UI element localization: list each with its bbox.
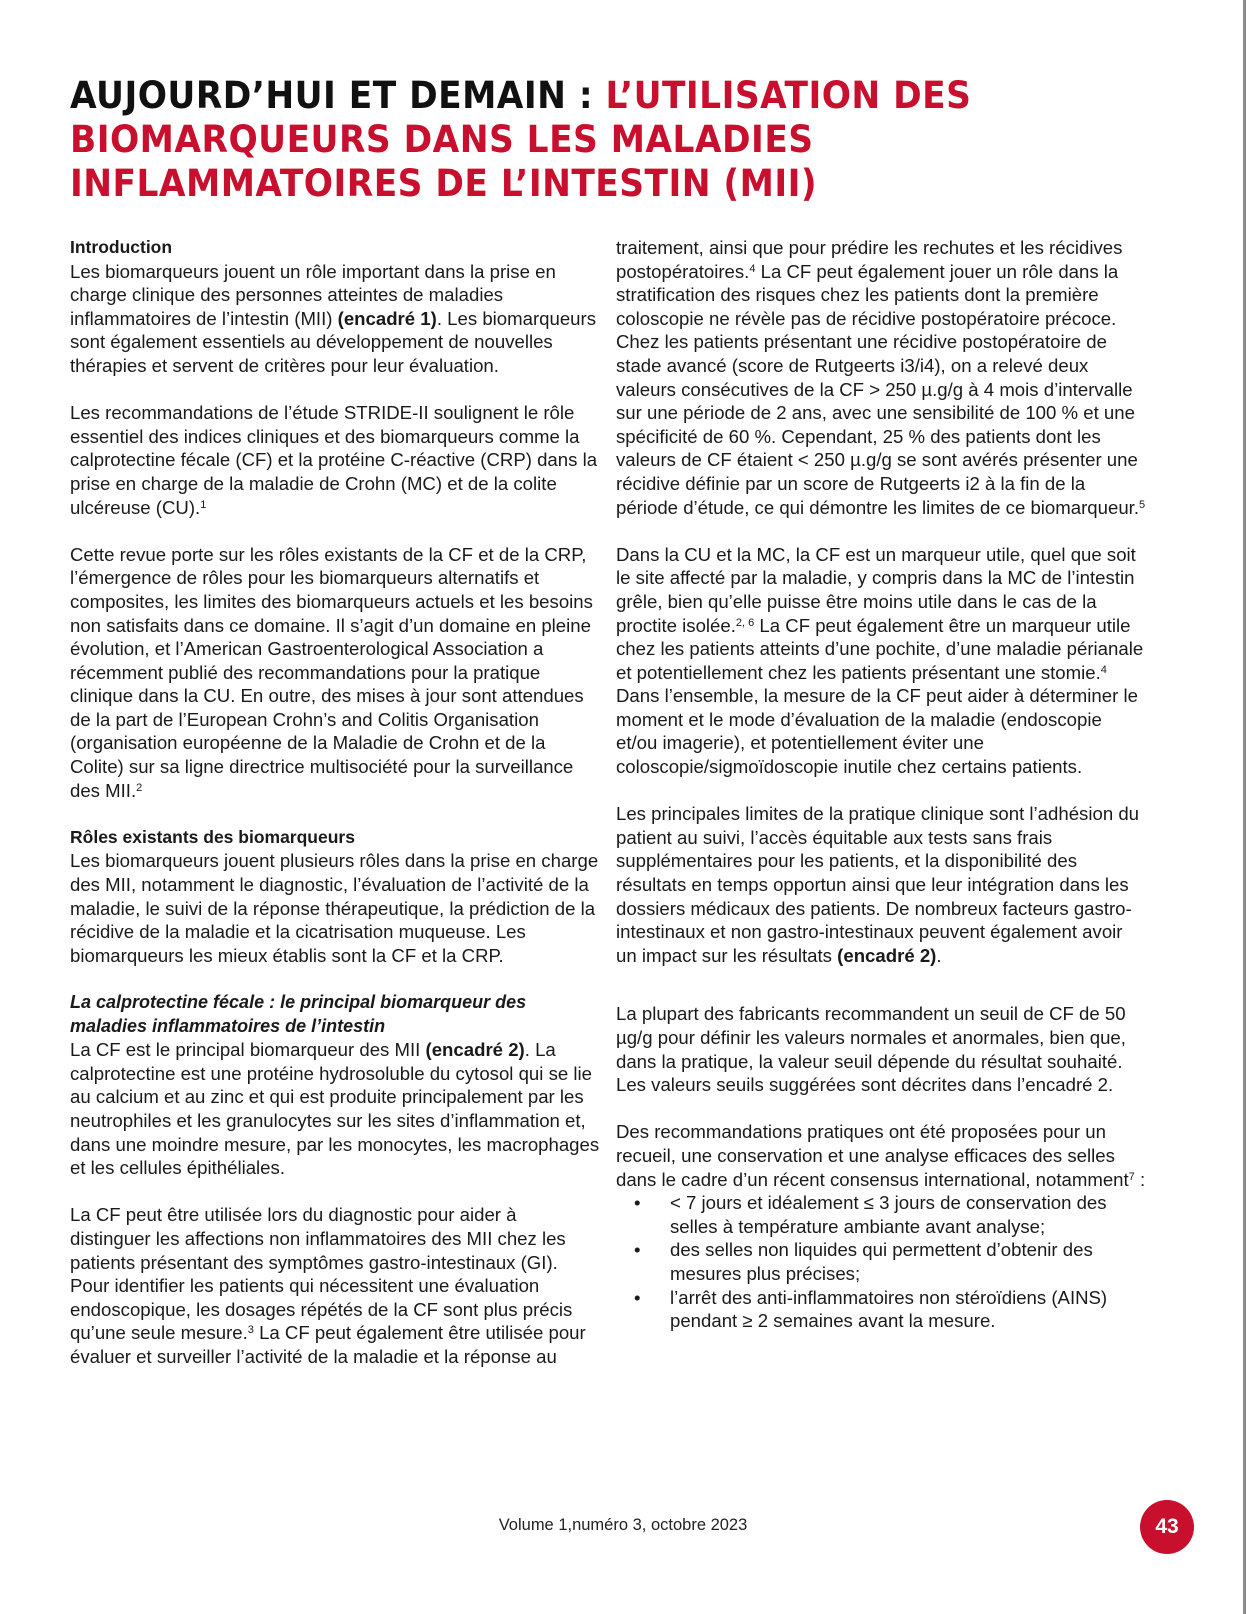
- diagnosis-paragraph: [70, 1203, 600, 1368]
- recommendations-colon: :: [1134, 1168, 1146, 1190]
- utility-text: Dans la CU et la MC, la CF est un marqueur utile, quel que soit le site affecté par la maladie, y compris dans la MC de l’intestin grêle, bien qu’elle puisse être moins utile dans le cas de la proctite isolée.: [616, 543, 1136, 636]
- recommendations-paragraph: [616, 1120, 1146, 1191]
- recommendations-list: [616, 1191, 1146, 1333]
- list-item-text: < 7 jours et idéalement ≤ 3 jours de conservation des selles à température ambiante avant analyse;: [670, 1192, 1107, 1237]
- recurrence-paragraph: [616, 236, 1146, 519]
- recommendations-text: Des recommandations pratiques ont été proposées pour un recueil, une conservation et une analyse efficaces des selles dans le cadre d’un récent consensus international, notamment: [616, 1121, 1129, 1190]
- title-prefix: AUJOURD’HUI ET DEMAIN :: [70, 74, 606, 117]
- recurrence-text-cont: La CF peut également jouer un rôle dans la stratification des risques chez les patients dont la première coloscopie ne révèle pas de récidive postopératoire précoce. Chez les patients présentant une récidive postopératoire de stade avancé (score de Rutgeerts i3/i4), on a relevé deux valeurs consécutives de la CF > 250 µ.g/g à 4 mois d’intervalle sur une période de 2 ans, avec une sensibilité de 100 % et une spécificité de 60 %. Cependant, 25 % des patients dont les valeurs de CF étaient < 250 µ.g/g se sont avérés présenter une récidive définie par un score de Rutgeerts i2 à la fin de la période d’étude, ce qui démontre les limites de ce biomarqueur.: [616, 260, 1139, 518]
- box-ref-2: (encadré 2): [425, 1039, 525, 1061]
- review-text: Cette revue porte sur les rôles existants de la CF et de la CRP, l’émergence de rôles pour les biomarqueurs alternatifs et composites, les limites des biomarqueurs actuels et les besoins non satisfaits dans ce domaine. Il s’agit d’un domaine en pleine évolution, et l’American Gastroenterological Association a récemment publié des recommandations pour la pratique clinique dans la CU. En outre, des mises à jour sont attendues de la part de l’European Crohn’s and Colitis Organisation (organisation européenne de la Maladie de Crohn et de la Colite) sur sa ligne directrice multisociété pour la surveillance des MII.: [70, 543, 593, 801]
- review-paragraph: [70, 543, 600, 803]
- list-item: [616, 1286, 1146, 1333]
- intro-heading: Introduction: [70, 237, 173, 257]
- utility-text-cont: La CF peut également être un marqueur utile chez les patients atteints d’une pochite, d’une maladie périanale et potentiellement chez les patients présentant une stomie.: [616, 614, 1144, 683]
- page-number-badge: 43: [1140, 1500, 1194, 1554]
- bullet-icon: •: [634, 1192, 641, 1214]
- cf-text: La CF est le principal biomarqueur des MII: [70, 1039, 426, 1061]
- intro-text-cont: . Les biomarqueurs sont également essentiels au développement de nouvelles thérapies et servent de critères pour leur évaluation.: [70, 307, 597, 376]
- list-item: [616, 1238, 1146, 1285]
- footnote-ref: 4: [749, 262, 756, 275]
- footnote-ref: 2: [136, 781, 143, 794]
- roles-section: [70, 826, 600, 968]
- title-main: L’UTILISATION DES BIOMARQUEURS DANS LES MALADIES INFLAMMATOIRES DE L’INTESTIN (MII): [70, 74, 972, 205]
- box-ref-1: (encadré 1): [337, 307, 437, 329]
- bullet-icon: •: [634, 1239, 641, 1261]
- intro-section: [70, 236, 600, 378]
- footnote-ref: 1: [200, 498, 207, 511]
- cf-heading: La calprotectine fécale : le principal biomarqueur des maladies inflammatoires de l’intestin: [70, 992, 527, 1036]
- utility-paragraph: [616, 543, 1146, 779]
- diagnosis-text-cont: La CF peut également être utilisée pour évaluer et surveiller l’activité de la maladie et la réponse au: [70, 1322, 586, 1367]
- footnote-ref: 7: [1128, 1170, 1135, 1183]
- limits-text: Les principales limites de la pratique clinique sont l’adhésion du patient au suivi, l’accès équitable aux tests sans frais supplémentaires pour les patients, et la disponibilité des résultats en temps opportun ainsi que leur intégration dans les dossiers médicaux des patients. De nombreux facteurs gastro-intestinaux et non gastro-intestinaux peuvent également avoir un impact sur les résultats: [616, 803, 1140, 966]
- stride-text: Les recommandations de l’étude STRIDE-II soulignent le rôle essentiel des indices cliniques et des biomarqueurs comme la calprotectine fécale (CF) et la protéine C-réactive (CRP) dans la prise en charge de la maladie de Crohn (MC) et de la colite ulcéreuse (CU).: [70, 402, 598, 518]
- threshold-text: La plupart des fabricants recommandent un seuil de CF de 50 µg/g pour définir les valeurs normales et anormales, bien que, dans la pratique, la valeur seuil dépende du résultat souhaité. Les valeurs seuils suggérées sont décrites dans l’encadré 2.: [616, 1003, 1126, 1096]
- roles-heading: Rôles existants des biomarqueurs: [70, 826, 355, 847]
- cf-section: [70, 991, 600, 1180]
- threshold-paragraph: [616, 1002, 1146, 1096]
- roles-text: Les biomarqueurs jouent plusieurs rôles dans la prise en charge des MII, notamment le diagnostic, l’évaluation de l’activité de la maladie, le suivi de la réponse thérapeutique, la prédiction de la récidive de la maladie et la cicatrisation muqueuse. Les biomarqueurs les mieux établis sont la CF et la CRP.: [70, 850, 599, 966]
- cf-text-cont: . La calprotectine est une protéine hydrosoluble du cytosol qui se lie au calcium et au zinc et qui est produite principalement par les neutrophiles et les granulocytes sur les sites d’inflammation et, dans une moindre mesure, par les monocytes, les macrophages et les cellules épithéliales.: [70, 1039, 600, 1179]
- limits-paragraph: [616, 802, 1146, 967]
- recurrence-text: traitement, ainsi que pour prédire les rechutes et les récidives postopératoires.: [616, 237, 1123, 282]
- page-title: [70, 74, 1000, 206]
- utility-text-end: Dans l’ensemble, la mesure de la CF peut aider à déterminer le moment et le mode d’évaluation de la maladie (endoscopie et/ou imagerie), et potentiellement éviter une coloscopie/sigmoïdoscopie inutile chez certains patients.: [616, 685, 1138, 778]
- footnote-ref: 4: [1100, 663, 1107, 676]
- stride-paragraph: [70, 401, 600, 519]
- footnote-ref: 3: [247, 1324, 254, 1337]
- bullet-icon: •: [634, 1286, 641, 1308]
- left-column: [70, 236, 600, 1392]
- list-item: [616, 1191, 1146, 1238]
- issue-footer: Volume 1,numéro 3, octobre 2023: [498, 1516, 748, 1534]
- footnote-ref: 5: [1139, 498, 1146, 511]
- limits-text-end: .: [936, 944, 942, 966]
- intro-text: Les biomarqueurs jouent un rôle important dans la prise en charge clinique des personnes atteintes de maladies inflammatoires de l’intestin (MII): [70, 260, 556, 329]
- diagnosis-text: La CF peut être utilisée lors du diagnostic pour aider à distinguer les affections non inflammatoires des MII chez les patients présentant des symptômes gastro-intestinaux (GI). Pour identifier les patients qui nécessitent une évaluation endoscopique, les dosages répétés de la CF sont plus précis qu’une seule mesure.: [70, 1204, 573, 1344]
- list-item-text: des selles non liquides qui permettent d’obtenir des mesures plus précises;: [670, 1239, 1093, 1284]
- list-item-text: l’arrêt des anti-inflammatoires non stéroïdiens (AINS) pendant ≥ 2 semaines avant la mesure.: [670, 1286, 1108, 1332]
- box-ref-2: (encadré 2): [837, 944, 937, 966]
- footnote-ref: 2, 6: [735, 616, 755, 629]
- right-column: [616, 236, 1146, 1333]
